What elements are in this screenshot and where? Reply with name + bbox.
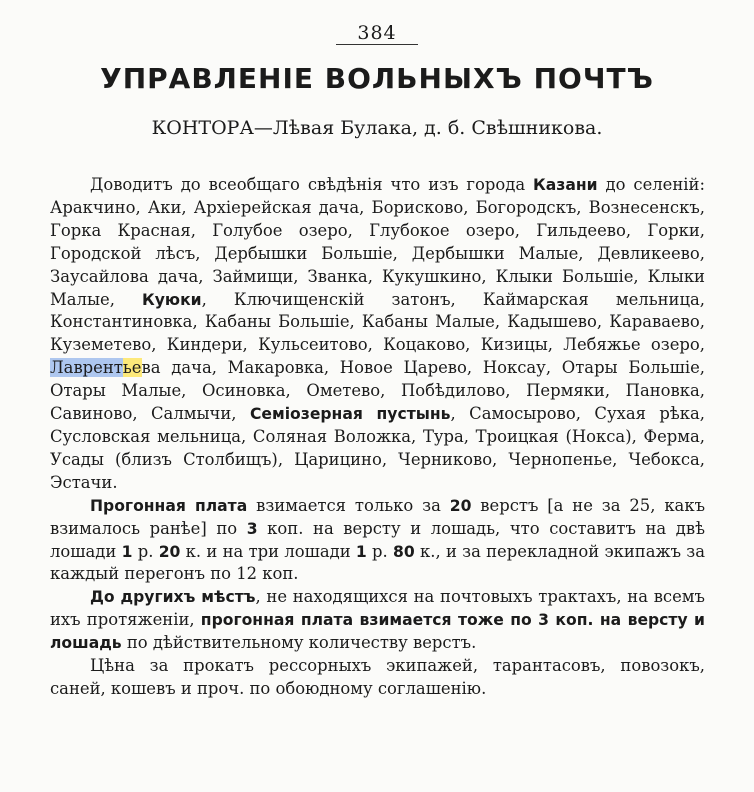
page-number: 384: [336, 22, 418, 45]
search-highlight: ье: [122, 358, 142, 378]
paragraph-fare: Прогонная плата взимается только за 20 верстъ [а не за 25, какъ взималось ранѣе] по 3 коп. на версту и лошадь, что составитъ на двѣ лошади 1 р. 20 к. и на три лошади 1 р. 80 к., и за перекладной экипажъ за каждый перегонъ по 12 коп.: [50, 495, 706, 584]
paragraph-destinations: Доводитъ до всеобщаго свѣдѣнія что изъ города Казани до селеній: Аракчино, Аки, Архіерейская дача, Борисково, Богородскъ, Вознесенскъ, Горка Красная, Голубое озеро, Глубокое озеро, Гильдеево, Горки, Городской лѣсъ, Дербышки Большіе, Дербышки Малые, Девликеево, Заусайлова дача, Займищи, Званка, Кукушкино, Клыки Большіе, Клыки Малые, Куюки, Ключищенскій затонъ, Каймарская мельница, Константиновка, Кабаны Большіе, Кабаны Малые, Кадышево, Караваево, Куземетево, Киндери, Кульсеитово, Коцаково, Кизицы, Лебяжье озеро, Лаврентьева дача, Макаровка, Новое Царево, Ноксау, Отары Большіе, Отары Малые, Осиновка, Ометево, Побѣдилово, Пермяки, Пановка, Савиново, Салмычи, Семіозерная пустынь, Самосырово, Сухая рѣка, Сусловская мельница, Соляная Воложка, Тура, Троицкая (Нокса), Ферма, Усады (близъ Столбищъ), Царицино, Черниково, Чернопенье, Чебокса, Эстачи.: [50, 175, 705, 492]
office-address: КОНТОРА—Лѣвая Булака, д. б. Свѣшникова.: [151, 117, 603, 139]
page-title: УПРАВЛЕНІЕ ВОЛЬНЫХЪ ПОЧТЪ: [100, 62, 654, 95]
text-selection-highlight: Лаврент: [50, 358, 123, 378]
paragraph-rental: Цѣна за прокатъ рессорныхъ экипажей, тарантасовъ, повозокъ, саней, кошевъ и проч. по обоюдному соглашенію.: [50, 656, 705, 698]
paragraph-other-places: До другихъ мѣстъ, не находящихся на почтовыхъ трактахъ, на всемъ ихъ протяженіи, прогонная плата взимается тоже по 3 коп. на версту и лошадь по дѣйствительному количеству верстъ.: [50, 587, 705, 653]
document-body: [50, 174, 705, 701]
